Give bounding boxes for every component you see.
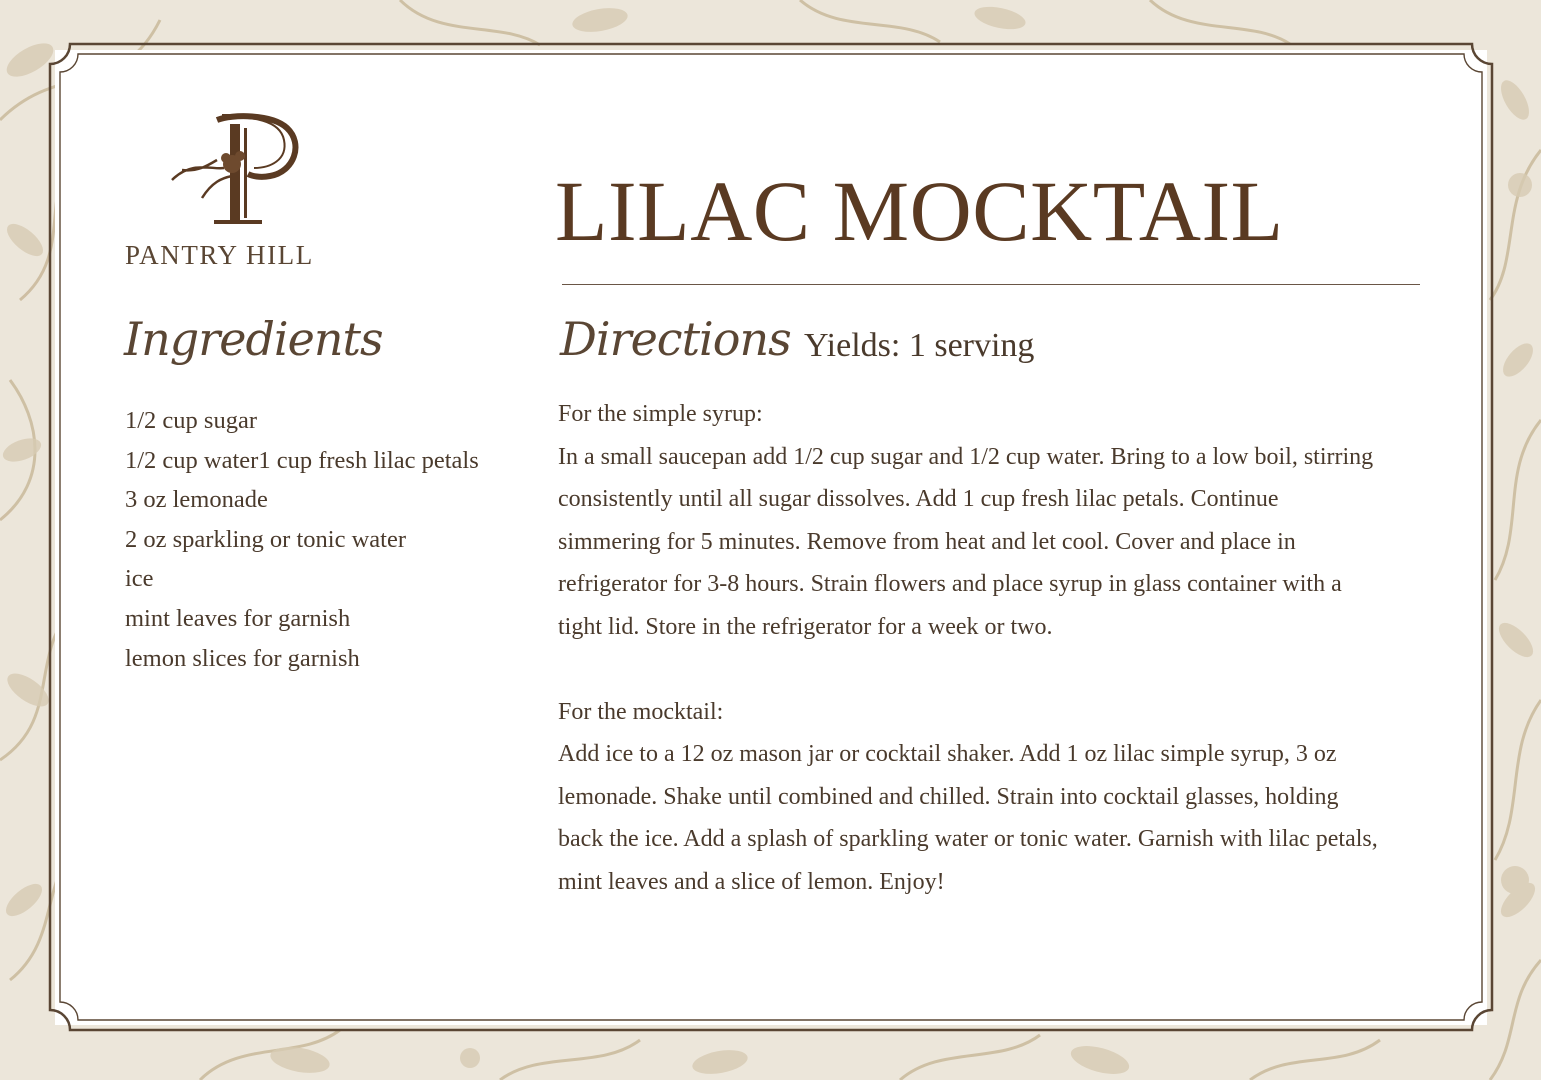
- paragraph-spacer: [558, 648, 1378, 691]
- title-divider: [562, 284, 1420, 285]
- brand-name: PANTRY HILL: [125, 240, 314, 270]
- syrup-heading: For the simple syrup:: [558, 401, 763, 427]
- ingredient-item: lemon slices for garnish: [125, 644, 360, 672]
- monogram-icon: [162, 110, 312, 230]
- ingredient-item: ice: [125, 565, 154, 593]
- recipe-title: LILAC MOCKTAIL: [555, 163, 1284, 259]
- brand-logo: [122, 110, 352, 275]
- mocktail-instructions: Add ice to a 12 oz mason jar or cocktail shaker. Add 1 oz lilac simple syrup, 3 oz lemonade. Shake until combined and chilled. Strain into cocktail glasses, holding back the ice. Add a splash of sparkling water or tonic water. Garnish with lilac petals, mint leaves and a slice of lemon. Enjoy!: [558, 741, 1378, 895]
- ingredients-heading: Ingredients: [124, 312, 383, 366]
- ingredients-list: [125, 401, 495, 678]
- yields-text: Yields: 1 serving: [804, 327, 1035, 364]
- directions-heading: Directions: [560, 312, 791, 366]
- directions-body: [558, 393, 1378, 903]
- ingredient-item: 1/2 cup water1 cup fresh lilac petals: [125, 446, 479, 474]
- ingredient-item: 1/2 cup sugar: [125, 407, 257, 434]
- ingredient-item: mint leaves for garnish: [125, 604, 351, 632]
- mocktail-heading: For the mocktail:: [558, 698, 724, 725]
- syrup-instructions: In a small saucepan add 1/2 cup sugar and 1/2 cup water. Bring to a low boil, stirring consistently until all sugar dissolves. Add 1 cup fresh lilac petals. Continue simmering for 5 minutes. Remove from heat and let cool. Cover and place in refrigerator for 3-8 hours. Strain flowers and place syrup in glass container with a tight lid. Store in the refrigerator for a week or two.: [558, 443, 1374, 640]
- ingredient-item: 3 oz lemonade: [125, 486, 268, 514]
- ingredient-item: 2 oz sparkling or tonic water: [125, 525, 406, 553]
